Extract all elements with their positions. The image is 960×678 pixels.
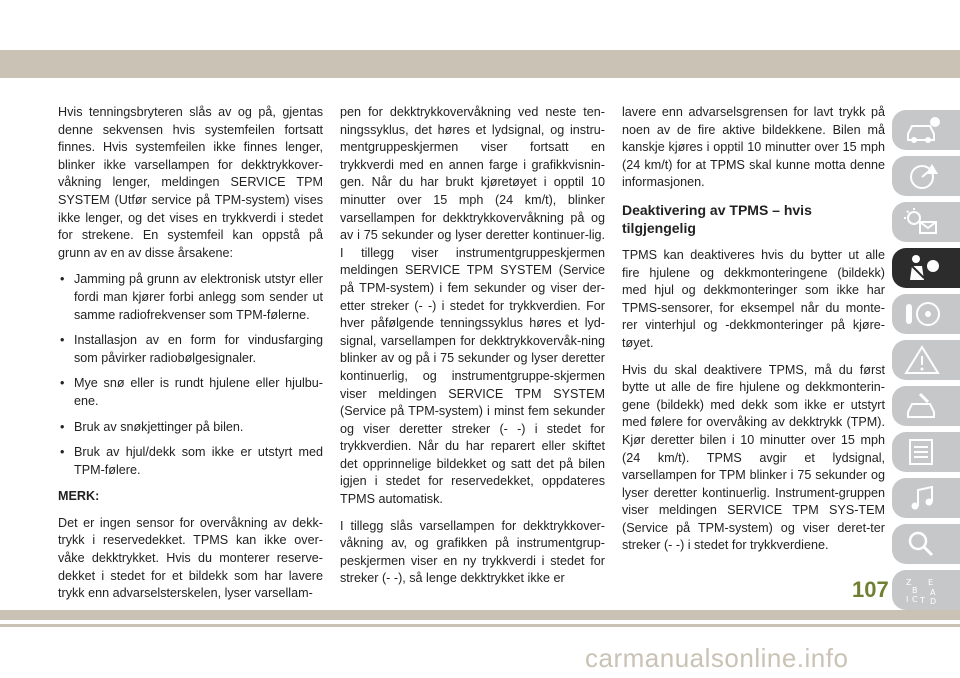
dashboard-warning-icon — [902, 160, 942, 192]
tab-servicing[interactable] — [892, 386, 960, 426]
tab-driving[interactable] — [892, 294, 960, 334]
checklist-icon — [902, 436, 942, 468]
cause-list — [58, 271, 323, 479]
column-middle — [340, 104, 605, 597]
lights-mail-icon — [902, 206, 942, 238]
svg-text:Z: Z — [906, 578, 912, 587]
paragraph: TPMS kan deaktiveres hvis du bytter ut alle fire hjulene og dekkmonteringene (bildekk) med hjul og dekkmonteringer som ikke har TPMS-sensorer, for eksempel når du monte-rer vinterhjul og -dekkmonteringer på kjøre-tøyet. — [622, 247, 885, 350]
watermark: carmanualsonline.info — [585, 643, 849, 673]
tab-customer-assistance[interactable] — [892, 524, 960, 564]
footer-rule — [0, 624, 960, 627]
radio-music-icon — [902, 482, 942, 514]
paragraph: Hvis du skal deaktivere TPMS, må du først bytte ut alle de fire hjulene og dekkmonterin-gene (bildekk) med dekk som ikke er utstyrt med følere for overvåking av dekktrykk (TPM). Kjør deretter bilen i 10 minutter over 15 mph (24 km/t). TPMS avgir et lydsignal, varsellampen for TPM blinker i 75 sekunder og lyser deretter kontinuerlig. Instrument-gruppen viser meldingen SERVICE TPM SYS-TEM (Service på TPM-system) og viser deret-ter streker (- -) i stedet for trykkverdiene. — [622, 362, 885, 553]
tab-safety[interactable] — [892, 248, 960, 288]
page-number: 107 — [852, 577, 889, 602]
tab-lights[interactable] — [892, 202, 960, 242]
svg-text:C: C — [912, 595, 918, 604]
paragraph: pen for dekktrykkovervåkning ved neste ten-ningssyklus, det høres et lydsignal, og instru-mentgruppeskjermen viser fortsatt en trykkverdi med en annen farge i grafikkvisnin-gen. Når du har brukt kjøretøyet i opptil 10 minutter over 15 mph (24 km/t), blinker varsellampen for dekktrykkovervåkning på og av i 75 sekunder og lyser deretter kontinuer-lig. I tillegg viser instrumentgruppeskjermen meldingen SERVICE TPM SYSTEM (Service på TPM-system) i fem sekunder og viser der-etter streker (- -) i stedet for trykkverdien. For hver påfølgende tenningssyklus høres et lyd-signal, varsellampen for dekktrykkovervåk-ning blinker av og på i 75 sekunder og lyser deretter kontinuerlig, og instrumentgruppe-skjermen viser meldingen SERVICE TPM SYSTEM (Service på TPM-system) i minst fem sekunder og viser deretter streker (- -) i stedet for trykkverdien. Når du har reparert eller skiftet det opprinnelige bildekket og satt det på bilen igjen i stedet for reservedekket, oppdateres TPMS automatisk. — [340, 105, 605, 507]
index-letters-icon — [902, 574, 942, 606]
intro-paragraph: Hvis tenningsbryteren slås av og på, gjentas denne sekvensen hvis systemfeilen fortsatt finnes. Hvis systemfeilen ikke finnes lenger, blinker ikke varsellampen for dekktrykkover-våkning lenger, meldingen SERVICE TPM SYSTEM (Utfør service på TPM-system) vises ikke lenger, og det vises en trykkverdi i stedet for strekene. En systemfeil kan oppstå på grunn av en av disse årsakene: — [58, 105, 323, 260]
search-icon — [902, 528, 942, 560]
list-item: • Bruk av hjul/dekk som ikke er utstyrt med TPM-følere. — [58, 444, 323, 479]
footer-band — [0, 610, 960, 620]
note-heading: MERK: — [58, 489, 100, 504]
warning-triangle-icon — [902, 344, 942, 376]
tab-multimedia[interactable] — [892, 478, 960, 518]
section-heading: Deaktivering av TPMS – hvis tilgjengelig — [622, 201, 812, 236]
paragraph: I tillegg slås varsellampen for dekktrykkover-våkning av, og grafikken på instrumentgrup-peskjermen viser en ny trykkverdi i stedet for streker (- -), så lenge dekktrykket ikke er — [340, 518, 605, 586]
header-band — [0, 50, 960, 78]
steering-wheel-icon — [902, 298, 942, 330]
list-item: • Jamming på grunn av elektronisk utstyr eller fordi man kjører forbi anlegg som sender ut samme radiofrekvenser som TPM-følerne. — [58, 271, 323, 324]
list-item: • Mye snø eller is rundt hjulene eller hjulbu-ene. — [58, 375, 323, 410]
svg-text:B: B — [912, 586, 918, 595]
tab-index[interactable] — [892, 570, 960, 610]
seatbelt-airbag-icon — [902, 252, 942, 284]
paragraph: lavere enn advarselsgrensen for lavt trykk på noen av de fire aktive bildekkene. Bilen må kanskje kjøres i opptil 10 minutter over 15 mph (24 km/t) for at TPMS skal kunne motta denne informasjonen. — [622, 105, 885, 190]
svg-text:E: E — [928, 578, 934, 587]
column-left — [58, 104, 323, 612]
list-item: • Installasjon av en form for vindusfarging som påvirker radiobølgesignaler. — [58, 332, 323, 367]
note-text: Det er ingen sensor for overvåkning av dekk-trykk i reservedekket. TPMS kan ikke over-våke dekktrykket. Hvis du monterer reserve-dekket i stedet for et bildekk som har lavere trykk enn advarselsterskelen, lyser varsellam- — [58, 515, 323, 601]
svg-text:A: A — [930, 588, 936, 597]
column-right — [622, 104, 885, 564]
list-item: • Bruk av snøkjettinger på bilen. — [58, 419, 323, 437]
tab-instrument-panel[interactable] — [892, 156, 960, 196]
car-info-icon — [902, 114, 942, 146]
svg-text:I: I — [906, 595, 909, 604]
wrench-car-icon — [902, 390, 942, 422]
chapter-tabs — [892, 110, 960, 616]
svg-text:T: T — [920, 596, 925, 605]
tab-specifications[interactable] — [892, 432, 960, 472]
tab-emergency[interactable] — [892, 340, 960, 380]
tab-vehicle-info[interactable] — [892, 110, 960, 150]
svg-text:D: D — [930, 597, 937, 606]
